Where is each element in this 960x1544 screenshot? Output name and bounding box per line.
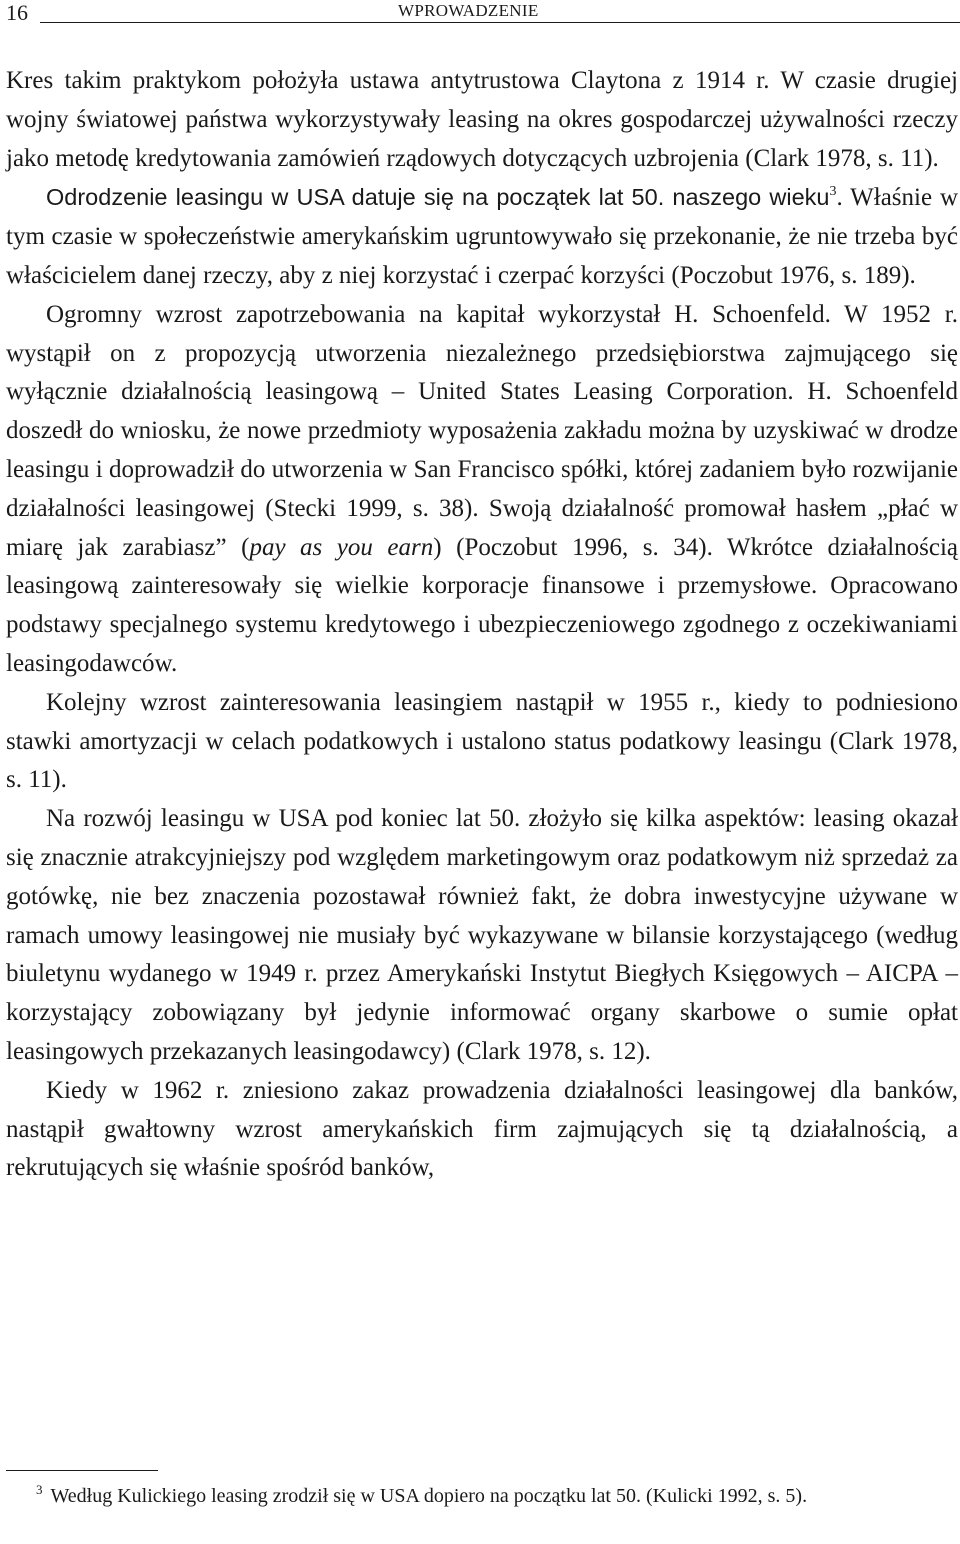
sans-serif-text: Odrodzenie leasingu w USA datuje się na początek lat 50. naszego wieku: [46, 184, 830, 211]
paragraph-text: Kiedy w 1962 r. zniesiono zakaz prowadzenia działalności leasingowej dla banków, nastąpił gwałtowny wzrost amerykańskich firm zajmujących się tą działalnością, a rekrutujących się właśnie spośród banków,: [6, 1076, 958, 1182]
paragraph-text: Na rozwój leasingu w USA pod koniec lat 50. złożyło się kilka aspektów: leasing okazał się znacznie atrakcyjniejszy pod względem marketingowym oraz podatkowym niż sprzedaż za gotówkę, nie bez znaczenia pozostawał również fakt, że dobra inwestycyjne używane w ramach umowy leasingowej nie musiały być wykazywane w bilansie korzystającego (według biuletynu wydanego w 1949 r. przez Amerykański Instytut Biegłych Księgowych – AICPA – korzystający zobowiązany był jedynie informować organy skarbowe o sumie opłat leasingowych przekazanych leasingodawcy) (Clark 1978, s. 12).: [6, 805, 958, 1065]
page-header: [6, 0, 960, 28]
footnote-mark: 3: [36, 1482, 43, 1497]
paragraph-1955: [6, 684, 958, 800]
paragraph-text: Ogromny wzrost zapotrzebowania na kapitał wykorzystał H. Schoenfeld. W 1952 r. wystąpił on z propozycją utworzenia niezależnego przedsiębiorstwa zajmującego się wyłącznie działalnością leasingową – United States Leasing Corporation. H. Schoenfeld doszedł do wniosku, że nowe przedmioty wyposażenia zakładu można by uzyskiwać w drodze leasingu i doprowadził do utworzenia w San Francisco spółki, której zadaniem było rozwijanie działalności leasingowej (Stecki 1999, s. 38). Swoją działalność promował hasłem „płać w miarę jak zarabiasz” (: [6, 300, 958, 561]
header-rule: [40, 22, 960, 23]
page-number: 16: [6, 0, 28, 25]
italic-phrase: pay as you earn: [249, 533, 434, 561]
footnote-rule: [6, 1470, 158, 1471]
paragraph-1962: [6, 1072, 958, 1188]
running-head: WPROWADZENIE: [398, 1, 539, 20]
footnote-reference: 3: [829, 184, 837, 200]
paragraph-text: Kres takim praktykom położyła ustawa antytrustowa Claytona z 1914 r. W czasie drugiej wojny światowej państwa wykorzystywały leasing na okres gospodarczej używalności rzeczy jako metodę kredytowania zamówień rządowych dotyczących uzbrojenia (Clark 1978, s. 11).: [6, 67, 958, 172]
paragraph-text: Kolejny wzrost zainteresowania leasingiem nastąpił w 1955 r., kiedy to podniesiono stawki amortyzacji w celach podatkowych i ustalono status podatkowy leasingu (Clark 1978, s. 11).: [6, 688, 958, 794]
footnote-text: Według Kulickiego leasing zrodził się w USA dopiero na początku lat 50. (Kulicki 1992, s. 5).: [50, 1485, 808, 1507]
main-text: [6, 62, 958, 1188]
paragraph-text: ) (Poczobut 1996, s. 34). Wkrótce działalnością leasingową zainteresowały się wielkie korporacje finansowe i przemysłowe. Opracowano podstawy specjalnego systemu kredytowego i ubezpieczeniowego zgodnego z oczekiwaniami leasingodawców.: [6, 533, 959, 677]
paragraph-text: . Właśnie w tym czasie w społeczeństwie amerykańskim ugruntowywało się przekonanie, że nie trzeba być właścicielem danej rzeczy, aby z niej korzystać i czerpać korzyści (Poczobut 1976, s. 189).: [6, 184, 959, 289]
footnote: [6, 1482, 958, 1511]
paragraph-leasing-revival: [6, 178, 958, 295]
paragraph-late-50s: [6, 800, 958, 1072]
paragraph-schoenfeld: [6, 296, 958, 684]
paragraph-clayton-act: [6, 62, 958, 178]
